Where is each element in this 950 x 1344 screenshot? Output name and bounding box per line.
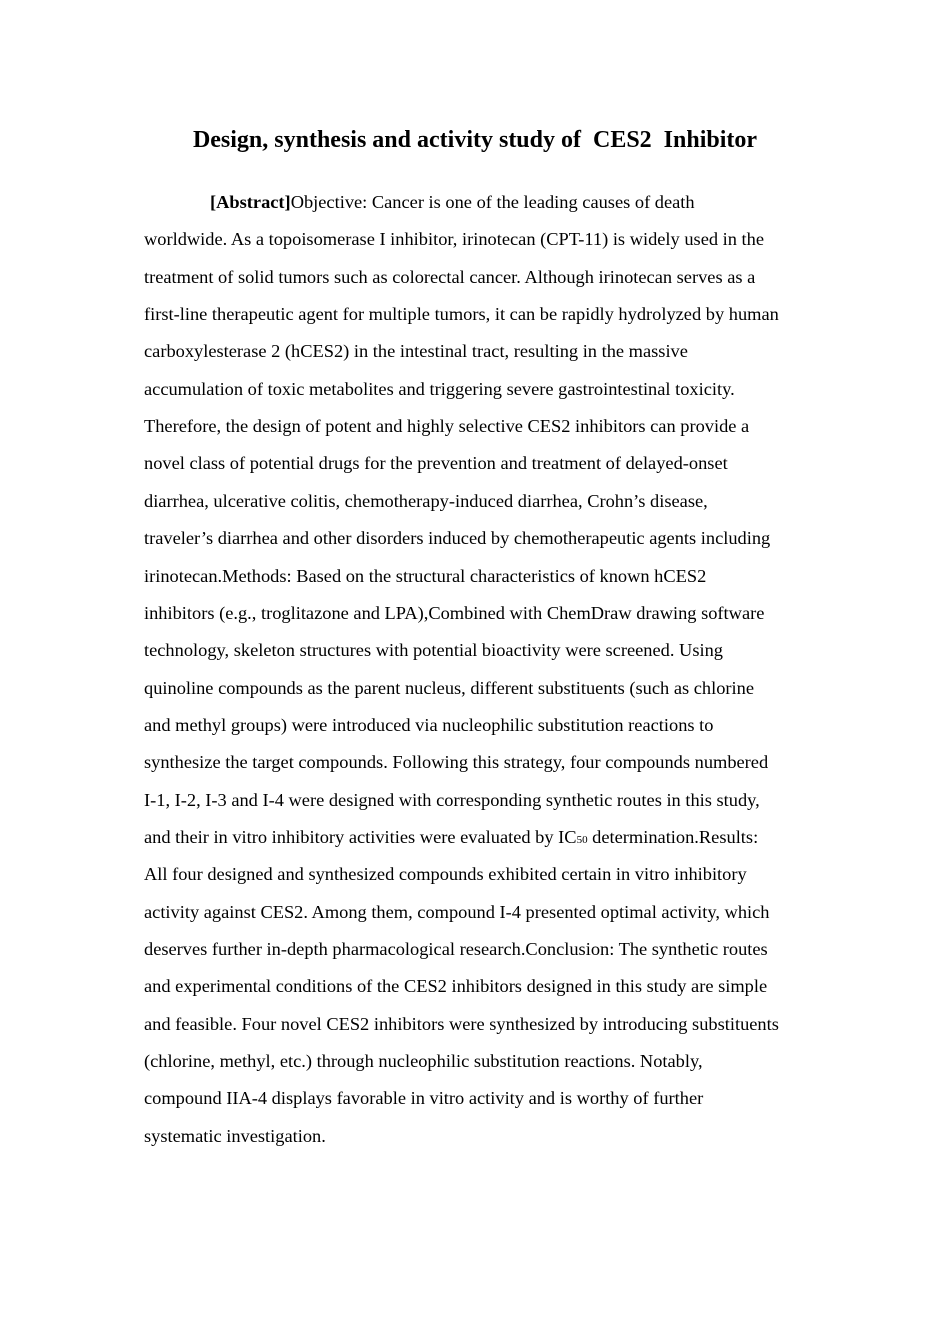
abstract-first-line <box>210 184 695 221</box>
abstract-line: (chlorine, methyl, etc.) through nucleophilic substitution reactions. Notably, <box>144 1051 703 1072</box>
abstract-line: All four designed and synthesized compounds exhibited certain in vitro inhibitory <box>144 864 747 885</box>
abstract-line: and experimental conditions of the CES2 inhibitors designed in this study are simple <box>144 976 768 997</box>
document-title: Design, synthesis and activity study of CES2 Inhibitor <box>192 127 758 153</box>
abstract-line: technology, skeleton structures with potential bioactivity were screened. Using <box>144 640 723 661</box>
abstract-line: carboxylesterase 2 (hCES2) in the intestinal tract, resulting in the massive <box>144 341 688 362</box>
ic50-text-before: and their in vitro inhibitory activities were evaluated by IC <box>144 826 577 847</box>
abstract-line: activity against CES2. Among them, compound I-4 presented optimal activity, which <box>144 901 770 922</box>
abstract-line: first-line therapeutic agent for multiple tumors, it can be rapidly hydrolyzed by human <box>144 304 779 325</box>
abstract-line: accumulation of toxic metabolites and triggering severe gastrointestinal toxicity. <box>144 378 735 399</box>
abstract-line: deserves further in-depth pharmacological research.Conclusion: The synthetic routes <box>144 939 768 959</box>
abstract-line: synthesize the target compounds. Following this strategy, four compounds numbered <box>144 752 769 773</box>
abstract-line-ic50 <box>144 819 758 856</box>
abstract-line: and feasible. Four novel CES2 inhibitors were synthesized by introducing substituents <box>144 1013 779 1034</box>
abstract-label: [Abstract] <box>210 192 291 212</box>
abstract-line: compound IIA-4 displays favorable in vitro activity and is worthy of further <box>144 1088 704 1109</box>
abstract-line: novel class of potential drugs for the prevention and treatment of delayed-onset <box>144 453 728 474</box>
abstract-line: Objective: Cancer is one of the leading causes of death <box>290 192 695 212</box>
abstract-line: Therefore, the design of potent and highly selective CES2 inhibitors can provide a <box>144 416 750 437</box>
abstract-line: irinotecan.Methods: Based on the structural characteristics of known hCES2 <box>144 565 707 586</box>
abstract-line: treatment of solid tumors such as colorectal cancer. Although irinotecan serves as a <box>144 266 756 287</box>
abstract-line: and methyl groups) were introduced via nucleophilic substitution reactions to <box>144 714 714 735</box>
abstract-line: quinoline compounds as the parent nucleus, different substituents (such as chlorine <box>144 677 754 698</box>
ic50-subscript: 50 <box>576 833 588 846</box>
abstract-line: traveler’s diarrhea and other disorders induced by chemotherapeutic agents including <box>144 528 771 549</box>
abstract-line: systematic investigation. <box>144 1125 326 1146</box>
abstract-line: I-1, I-2, I-3 and I-4 were designed with corresponding synthetic routes in this study, <box>144 789 760 810</box>
abstract-line: diarrhea, ulcerative colitis, chemotherapy-induced diarrhea, Crohn’s disease, <box>144 490 708 511</box>
abstract-line: worldwide. As a topoisomerase I inhibitor, irinotecan (CPT-11) is widely used in the <box>144 229 765 250</box>
abstract-line: inhibitors (e.g., troglitazone and LPA),Combined with ChemDraw drawing software <box>144 602 765 623</box>
ic50-text-after: determination.Results: <box>587 826 759 847</box>
